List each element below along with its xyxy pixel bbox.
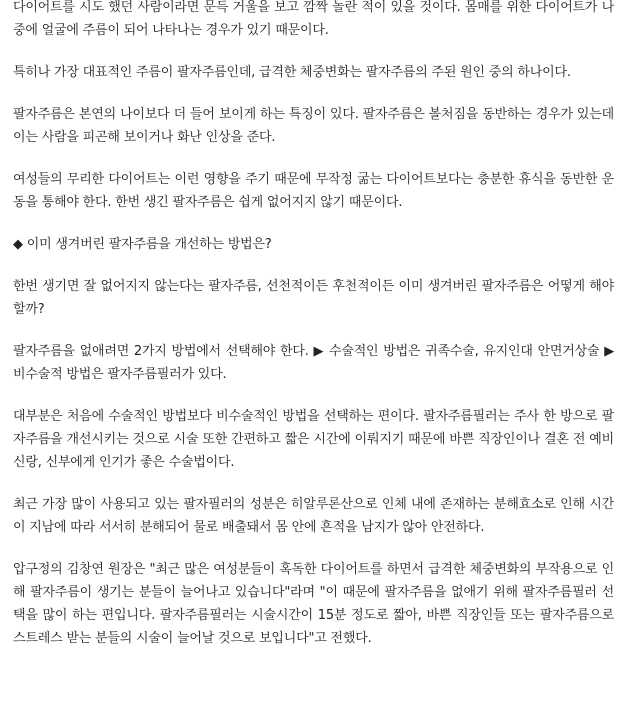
section-heading-improvement: ◆ 이미 생겨버린 팔자주름을 개선하는 방법은? [13,237,272,252]
paragraph-diet-advice: 여성들의 무리한 다이어트는 이런 영향을 주기 때문에 무작정 굶는 다이어트보다는 충분한 휴식을 동반한 운동을 통해야 한다. 한번 생긴 팔자주름은 쉽게 없어지지 않기 때문이다. [13,172,614,210]
paragraph-intro: 다이어트를 시도 했던 사람이라면 문득 거울을 보고 깜짝 놀란 적이 있을 것이다. 몸매를 위한 다이어트가 나중에 얼굴에 주름이 되어 나타나는 경우가 있기 때문이다. [13,0,614,38]
paragraph-two-methods: 팔자주름을 없애려면 2가지 방법에서 선택해야 한다. ▶ 수술적인 방법은 귀족수술, 유지인대 안면거상술 ▶ 비수술적 방법은 팔자주름필러가 있다. [13,344,614,382]
paragraph-nasolabial-features: 팔자주름은 본연의 나이보다 더 들어 보이게 하는 특징이 있다. 팔자주름은 볼처짐을 동반하는 경우가 있는데 이는 사람을 피곤해 보이거나 화난 인상을 준다. [13,107,614,145]
paragraph-filler-preference: 대부분은 처음에 수술적인 방법보다 비수술적인 방법을 선택하는 편이다. 팔자주름필러는 주사 한 방으로 팔자주름을 개선시키는 것으로 시술 또한 간편하고 짧은 시간에 이뤄지기 때문에 바쁜 직장인이나 결혼 전 예비신랑, 신부에게 인기가 좋은 수술법이다. [13,409,614,470]
paragraph-doctor-quote: 압구정의 김창연 원장은 "최근 많은 여성분들이 혹독한 다이어트를 하면서 급격한 체중변화의 부작용으로 인해 팔자주름이 생기는 분들이 늘어나고 있습니다"라며 "이 때문에 팔자주름을 없애기 위해 팔자주름필러 선택을 많이 하는 편입니다. 팔자주름필러는 시술시간이 15분 정도로 짧아, 바쁜 직장인들 또는 팔자주름으로 스트레스 받는 분들의 시술이 늘어날 것으로 보입니다"고 전했다. [13,562,614,646]
paragraph-question: 한번 생기면 잘 없어지지 않는다는 팔자주름, 선천적이든 후천적이든 이미 생겨버린 팔자주름은 어떻게 해야 할까? [13,279,614,317]
paragraph-hyaluronic-acid: 최근 가장 많이 사용되고 있는 팔자필러의 성분은 히알루론산으로 인체 내에 존재하는 분해효소로 인해 시간이 지남에 따라 서서히 분해되어 물로 배출돼서 몸 안에 흔적을 남지가 않아 안전하다. [13,497,614,535]
paragraph-nasolabial-main-cause: 특히나 가장 대표적인 주름이 팔자주름인데, 급격한 체중변화는 팔자주름의 주된 원인 중의 하나이다. [13,65,571,80]
